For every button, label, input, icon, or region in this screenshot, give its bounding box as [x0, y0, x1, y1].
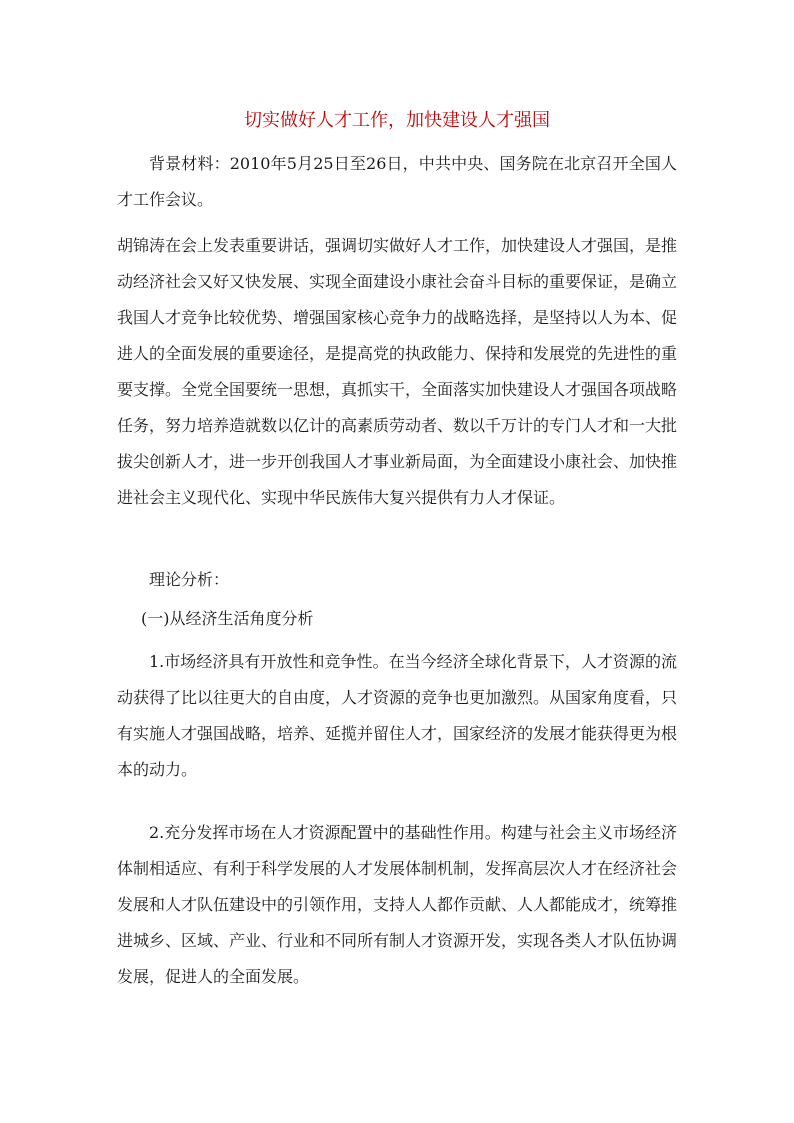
- document-title: 切实做好人才工作，加快建设人才强国: [244, 110, 550, 131]
- speech-paragraph: 胡锦涛在会上发表重要讲话，强调切实做好人才工作，加快建设人才强国，是推动经济社会又好又快发展、实现全面建设小康社会奋斗目标的重要保证，是确立我国人才竞争比较优势、增强国家核心竞争力的战略选择，是坚持以人为本、促进人的全面发展的重要途径，是提高党的执政能力、保持和发展党的先进性的重要支撑。全党全国要统一思想，真抓实干，全面落实加快建设人才强国各项战略任务，努力培养造就数以亿计的高素质劳动者、数以千万计的专门人才和一大批拔尖创新人才，进一步开创我国人才事业新局面，为全面建设小康社会、加快推进社会主义现代化、实现中华民族伟大复兴提供有力人才保证。: [117, 236, 678, 507]
- point-two-paragraph: 2.充分发挥市场在人才资源配置中的基础性作用。构建与社会主义市场经济体制相适应、有利于科学发展的人才发展体制机制，发挥高层次人才在经济社会发展和人才队伍建设中的引领作用，支持人人都作贡献、人人都能成才，统筹推进城乡、区域、产业、行业和不同所有制人才资源开发，实现各类人才队伍协调发展，促进人的全面发展。: [117, 823, 678, 986]
- background-paragraph: 背景材料：2010年5月25日至26日，中共中央、国务院在北京召开全国人才工作会议。: [117, 154, 677, 209]
- point-one-paragraph: 1.市场经济具有开放性和竞争性。在当今经济全球化背景下，人才资源的流动获得了比以往更大的自由度，人才资源的竞争也更加激烈。从国家角度看，只有实施人才强国战略，培养、延揽并留住人才，国家经济的发展才能获得更为根本的动力。: [117, 652, 678, 779]
- theory-heading: 理论分析：: [149, 570, 230, 589]
- section-one-heading: (一)从经济生活角度分析: [141, 609, 314, 628]
